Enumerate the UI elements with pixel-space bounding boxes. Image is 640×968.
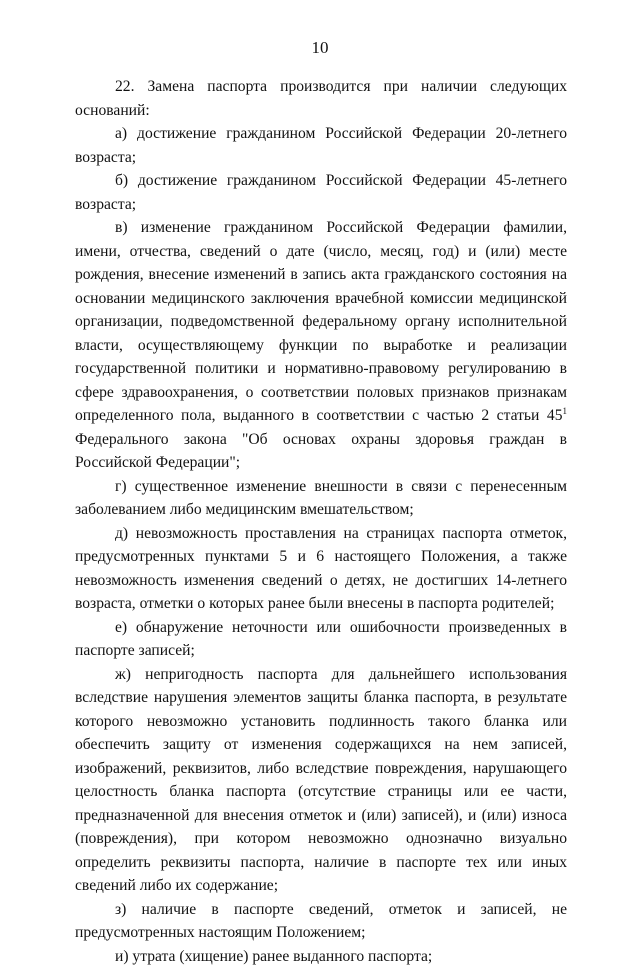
item-i: и) утрата (хищение) ранее выданного паспорта;	[75, 945, 567, 968]
item-v-text: в) изменение гражданином Российской Федерации фамилии, имени, отчества, сведений о дате (число, месяц, год) и (или) месте рождения, внесение изменений в запись акта гражданского состояния на основании медицинского заключения врачебной комиссии медицинской организации, подведомственной федеральному органу исполнительной власти, осуществляющему функции по выработке и реализации государственной политики и нормативно-правовому регулированию в сфере здравоохранения, о соответствии половых признаков признакам определенного пола, выданного в соответствии с частью 2 статьи 45	[75, 219, 567, 424]
item-e: е) обнаружение неточности или ошибочности произведенных в паспорте записей;	[75, 616, 567, 663]
item-zh: ж) непригодность паспорта для дальнейшего использования вследствие нарушения элементов защиты бланка паспорта, в результате которого невозможно установить подлинность такого бланка или обеспечить защиту от изменения содержащихся на нем записей, изображений, реквизитов, либо вследствие повреждения, нарушающего целостность бланка паспорта (отсутствие страницы или ее части, предназначенной для внесения отметок и (или) записей), и (или) износа (повреждения), при котором невозможно однозначно визуально определить реквизиты паспорта, наличие в паспорте тех или иных сведений либо их содержание;	[75, 663, 567, 898]
item-a: а) достижение гражданином Российской Федерации 20-летнего возраста;	[75, 122, 567, 169]
paragraph-22: 22. Замена паспорта производится при наличии следующих оснований:	[75, 75, 567, 122]
item-v	[75, 216, 567, 475]
item-z: з) наличие в паспорте сведений, отметок и записей, не предусмотренных настоящим Положением;	[75, 898, 567, 945]
item-b: б) достижение гражданином Российской Федерации 45-летнего возраста;	[75, 169, 567, 216]
footnote-superscript: 1	[563, 406, 568, 416]
document-body	[75, 75, 567, 968]
item-d: д) невозможность проставления на страницах паспорта отметок, предусмотренных пунктами 5 и 6 настоящего Положения, а также невозможность изменения сведений о детях, не достигших 14-летнего возраста, отметки о которых ранее были внесены в паспорта родителей;	[75, 522, 567, 616]
item-v-tail: Федерального закона "Об основах охраны здоровья граждан в Российской Федерации";	[75, 431, 567, 472]
page-number: 10	[0, 38, 640, 58]
item-g: г) существенное изменение внешности в связи с перенесенным заболеванием либо медицинским вмешательством;	[75, 475, 567, 522]
